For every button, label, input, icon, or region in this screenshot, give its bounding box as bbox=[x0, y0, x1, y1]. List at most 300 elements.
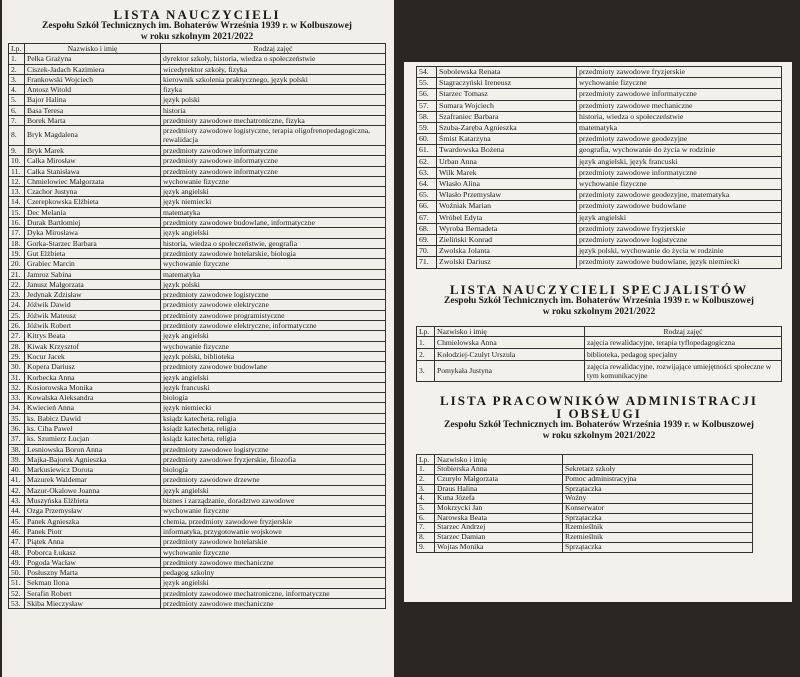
row-number: 6. bbox=[417, 513, 435, 523]
table-row bbox=[9, 321, 386, 331]
person-name: Jóźwik Dawid bbox=[25, 300, 161, 310]
row-number: 6. bbox=[9, 105, 25, 115]
person-name: Stagraczyński Ireneusz bbox=[437, 78, 577, 89]
table-row bbox=[9, 485, 386, 495]
table-row bbox=[9, 557, 386, 567]
table-row bbox=[9, 64, 386, 74]
role-description: wychowanie fizyczne bbox=[577, 78, 782, 89]
table-row bbox=[9, 197, 386, 207]
person-name: Sekman Ilona bbox=[25, 578, 161, 588]
row-number: 47. bbox=[9, 537, 25, 547]
role-description: wychowanie fizyczne bbox=[161, 259, 386, 269]
table-row bbox=[9, 238, 386, 248]
role-description: matematyka bbox=[577, 123, 782, 134]
person-name: Mazurek Waldemar bbox=[25, 475, 161, 485]
row-number: 27. bbox=[9, 331, 25, 341]
specialists-header-subject: Rodzaj zajęć bbox=[585, 326, 782, 336]
row-number: 17. bbox=[9, 228, 25, 238]
row-number: 61. bbox=[417, 145, 437, 156]
row-number: 1. bbox=[417, 336, 435, 348]
table-row bbox=[9, 496, 386, 506]
role-description: przedmioty zawodowe fryzjerskie, filozofia bbox=[161, 454, 386, 464]
role-description: przedmioty zawodowe budowlane, język niemiecki bbox=[577, 257, 782, 268]
row-number: 19. bbox=[9, 248, 25, 258]
person-name: Jóźwik Robert bbox=[25, 321, 161, 331]
row-number: 1. bbox=[417, 465, 435, 475]
row-number: 70. bbox=[417, 246, 437, 257]
person-name: Skiba Mieczysław bbox=[25, 599, 161, 609]
person-name: Korbecka Anna bbox=[25, 372, 161, 382]
row-number: 30. bbox=[9, 362, 25, 372]
row-number: 42. bbox=[9, 485, 25, 495]
row-number: 8. bbox=[9, 126, 25, 146]
person-name: Wyroba Bernadeta bbox=[437, 223, 577, 234]
admin-title: LISTA PRACOWNIKÓW ADMINISTRACJI bbox=[440, 392, 758, 408]
person-name: Czuryło Małgorzata bbox=[435, 474, 563, 484]
table-row bbox=[9, 54, 386, 64]
person-name: Poborca Łukasz bbox=[25, 547, 161, 557]
row-number: 69. bbox=[417, 235, 437, 246]
person-name: Kwiecień Anna bbox=[25, 403, 161, 413]
row-number: 50. bbox=[9, 568, 25, 578]
row-number: 26. bbox=[9, 321, 25, 331]
person-name: Wojtas Monika bbox=[435, 542, 563, 552]
row-number: 68. bbox=[417, 223, 437, 234]
table-row bbox=[417, 360, 782, 381]
role-description: przedmioty zawodowe informatyczne bbox=[161, 145, 386, 155]
person-name: Posłuszny Marta bbox=[25, 568, 161, 578]
role-description: język polski bbox=[161, 279, 386, 289]
role-description: język angielski bbox=[161, 228, 386, 238]
table-row bbox=[417, 190, 782, 201]
table-row bbox=[9, 362, 386, 372]
header-subject: Rodzaj zajęć bbox=[161, 44, 386, 54]
role-description: przedmioty zawodowe informatyczne bbox=[577, 89, 782, 100]
role-description: matematyka bbox=[161, 207, 386, 217]
role-description: wychowanie fizyczne bbox=[161, 341, 386, 351]
person-name: Chmielowska Anna bbox=[435, 336, 585, 348]
table-row bbox=[9, 310, 386, 320]
person-name: Sobolewska Renata bbox=[437, 67, 577, 78]
table-row bbox=[9, 145, 386, 155]
role-description: przedmioty zawodowe budowlane, informatyczne bbox=[161, 218, 386, 228]
person-name: Dec Melania bbox=[25, 207, 161, 217]
row-number: 65. bbox=[417, 190, 437, 201]
person-name: Dyka Mirosława bbox=[25, 228, 161, 238]
row-number: 60. bbox=[417, 134, 437, 145]
role-description: przedmioty zawodowe fryzjerskie bbox=[577, 67, 782, 78]
table-row bbox=[9, 341, 386, 351]
row-number: 21. bbox=[9, 269, 25, 279]
table-row bbox=[417, 336, 782, 348]
table-row bbox=[9, 444, 386, 454]
row-number: 7. bbox=[417, 523, 435, 533]
table-row bbox=[9, 516, 386, 526]
row-number: 2. bbox=[417, 348, 435, 360]
row-number: 55. bbox=[417, 78, 437, 89]
person-name: Szuba-Zaręba Agnieszka bbox=[437, 123, 577, 134]
table-row bbox=[9, 578, 386, 588]
person-name: Muszyńska Elżbieta bbox=[25, 496, 161, 506]
person-name: Frankowski Wojciech bbox=[25, 74, 161, 84]
table-row bbox=[417, 533, 753, 543]
table-row bbox=[9, 393, 386, 403]
person-name: Janusz Małgorzata bbox=[25, 279, 161, 289]
person-name: Woźniak Marian bbox=[437, 201, 577, 212]
admin-body bbox=[417, 465, 753, 552]
table-row bbox=[417, 179, 782, 190]
row-number: 59. bbox=[417, 123, 437, 134]
role-description: biblioteka, pedagog specjalny bbox=[585, 348, 782, 360]
row-number: 44. bbox=[9, 506, 25, 516]
role-description: przedmioty zawodowe elektryczne bbox=[161, 300, 386, 310]
table-row bbox=[9, 85, 386, 95]
table-row bbox=[9, 465, 386, 475]
table-row bbox=[9, 176, 386, 186]
role-description: język angielski, język francuski bbox=[577, 156, 782, 167]
role-description: Sprzątaczka bbox=[563, 513, 753, 523]
role-description: biologia bbox=[161, 465, 386, 475]
row-number: 10. bbox=[9, 156, 25, 166]
row-number: 11. bbox=[9, 166, 25, 176]
role-description: wychowanie fizyczne bbox=[161, 547, 386, 557]
table-row bbox=[417, 167, 782, 178]
role-description: Sprzątaczka bbox=[563, 542, 753, 552]
person-name: ks. Babicz Dawid bbox=[25, 413, 161, 423]
table-row bbox=[9, 218, 386, 228]
header-lp: Lp. bbox=[9, 44, 25, 54]
row-number: 32. bbox=[9, 382, 25, 392]
row-number: 28. bbox=[9, 341, 25, 351]
person-name: Draus Halina bbox=[435, 484, 563, 494]
row-number: 58. bbox=[417, 111, 437, 122]
row-number: 18. bbox=[9, 238, 25, 248]
table-row bbox=[417, 201, 782, 212]
admin-title-line2: I OBSŁUGI bbox=[556, 405, 642, 421]
role-description: język angielski bbox=[161, 187, 386, 197]
person-name: Czerepkowska Elżbieta bbox=[25, 197, 161, 207]
admin-school: Zespołu Szkół Technicznych im. Bohaterów Września 1939 r. w Kolbuszowej bbox=[444, 419, 754, 430]
table-row bbox=[417, 67, 782, 78]
role-description: przedmioty zawodowe mechaniczne bbox=[161, 557, 386, 567]
person-name: Kosiorowska Monika bbox=[25, 382, 161, 392]
person-name: Serafin Robert bbox=[25, 588, 161, 598]
role-description: język polski, wychowanie do życia w rodzinie bbox=[577, 246, 782, 257]
person-name: Lesniowska Boron Anna bbox=[25, 444, 161, 454]
role-description: przedmioty zawodowe logistyczne bbox=[577, 235, 782, 246]
row-number: 40. bbox=[9, 465, 25, 475]
table-row bbox=[9, 187, 386, 197]
person-name: Całka Stanisława bbox=[25, 166, 161, 176]
row-number: 4. bbox=[9, 85, 25, 95]
row-number: 43. bbox=[9, 496, 25, 506]
row-number: 13. bbox=[9, 187, 25, 197]
row-number: 4. bbox=[417, 494, 435, 504]
person-name: Sumara Wojciech bbox=[437, 100, 577, 111]
role-description: biznes i zarządzanie, doradztwo zawodowe bbox=[161, 496, 386, 506]
person-name: Czachor Justyna bbox=[25, 187, 161, 197]
role-description: język francuski bbox=[161, 382, 386, 392]
table-row bbox=[9, 269, 386, 279]
table-row bbox=[417, 246, 782, 257]
person-name: Bryk Marek bbox=[25, 145, 161, 155]
table-row bbox=[9, 423, 386, 433]
person-name: Pomykała Justyna bbox=[435, 360, 585, 381]
table-row bbox=[417, 123, 782, 134]
person-name: Antosz Witold bbox=[25, 85, 161, 95]
table-row bbox=[417, 111, 782, 122]
table-row bbox=[417, 78, 782, 89]
person-name: Pogoda Wacław bbox=[25, 557, 161, 567]
role-description: przedmioty zawodowe elektryczne, informatyczne bbox=[161, 321, 386, 331]
person-name: Bryk Magdalena bbox=[25, 126, 161, 146]
role-description: zajęcia rewalidacyjne, terapia tyflopedagogiczna bbox=[585, 336, 782, 348]
row-number: 48. bbox=[9, 547, 25, 557]
row-number: 57. bbox=[417, 100, 437, 111]
row-number: 3. bbox=[417, 484, 435, 494]
person-name: Panek Agnieszka bbox=[25, 516, 161, 526]
table-row bbox=[9, 126, 386, 146]
admin-year: w roku szkolnym 2021/2022 bbox=[542, 430, 656, 441]
role-description: chemia, przedmioty zawodowe fryzjerskie bbox=[161, 516, 386, 526]
role-description: historia, wiedza o społeczeństwie, geografia bbox=[161, 238, 386, 248]
role-description: Rzemieślnik bbox=[563, 523, 753, 533]
table-row bbox=[9, 382, 386, 392]
table-row bbox=[417, 134, 782, 145]
role-description: Konserwator bbox=[563, 504, 753, 514]
specialists-header-lp: Lp. bbox=[417, 326, 435, 336]
role-description: język angielski bbox=[161, 485, 386, 495]
person-name: Majka-Bajorek Agnieszka bbox=[25, 454, 161, 464]
row-number: 53. bbox=[9, 599, 25, 609]
role-description: przedmioty zawodowe geodezyjne, matematyka bbox=[577, 190, 782, 201]
row-number: 38. bbox=[9, 444, 25, 454]
admin-header-lp: Lp. bbox=[417, 454, 435, 464]
person-name: Urban Anna bbox=[437, 156, 577, 167]
person-name: Starzec Tomasz bbox=[437, 89, 577, 100]
role-description: przedmioty zawodowe logistyczne bbox=[161, 290, 386, 300]
person-name: Własło Alina bbox=[437, 179, 577, 190]
table-row bbox=[9, 228, 386, 238]
person-name: Jedynak Zdzisław bbox=[25, 290, 161, 300]
row-number: 9. bbox=[417, 542, 435, 552]
table-row bbox=[9, 259, 386, 269]
row-number: 41. bbox=[9, 475, 25, 485]
table-row bbox=[9, 537, 386, 547]
person-name: ks. Ciba Paweł bbox=[25, 423, 161, 433]
row-number: 23. bbox=[9, 290, 25, 300]
table-row bbox=[417, 212, 782, 223]
row-number: 34. bbox=[9, 403, 25, 413]
person-name: Zieliński Konrad bbox=[437, 235, 577, 246]
table-row bbox=[417, 235, 782, 246]
role-description: historia, wiedza o społeczeństwie bbox=[577, 111, 782, 122]
table-row bbox=[417, 465, 753, 475]
role-description: przedmioty zawodowe informatyczne bbox=[577, 167, 782, 178]
role-description: przedmioty zawodowe drzewne bbox=[161, 475, 386, 485]
teachers-table bbox=[8, 43, 386, 609]
table-row bbox=[417, 223, 782, 234]
admin-header-row bbox=[417, 454, 753, 464]
person-name: Durak Bartłomiej bbox=[25, 218, 161, 228]
row-number: 62. bbox=[417, 156, 437, 167]
role-description: język niemiecki bbox=[161, 403, 386, 413]
role-description: wicedyrektor szkoły, fizyka bbox=[161, 64, 386, 74]
role-description: język angielski bbox=[577, 212, 782, 223]
person-name: Śmist Katarzyna bbox=[437, 134, 577, 145]
row-number: 35. bbox=[9, 413, 25, 423]
role-description: język polski, biblioteka bbox=[161, 351, 386, 361]
admin-header-name: Nazwisko i imię bbox=[435, 454, 563, 464]
table-row bbox=[9, 568, 386, 578]
table-row bbox=[417, 257, 782, 268]
person-name: Kopera Dariusz bbox=[25, 362, 161, 372]
person-name: ks. Szumierz Łucjan bbox=[25, 434, 161, 444]
person-name: Bajor Halina bbox=[25, 95, 161, 105]
person-name: Gut Elżbieta bbox=[25, 248, 161, 258]
table-row bbox=[9, 207, 386, 217]
teachers-header-row bbox=[9, 44, 386, 54]
person-name: Zwolski Dariusz bbox=[437, 257, 577, 268]
person-name: Wilk Marek bbox=[437, 167, 577, 178]
row-number: 39. bbox=[9, 454, 25, 464]
role-description: przedmioty zawodowe hotelarskie, biologia bbox=[161, 248, 386, 258]
role-description: język polski bbox=[161, 95, 386, 105]
row-number: 51. bbox=[9, 578, 25, 588]
table-row bbox=[9, 547, 386, 557]
specialists-body bbox=[417, 336, 782, 381]
person-name: Własło Przemysław bbox=[437, 190, 577, 201]
role-description: język angielski bbox=[161, 578, 386, 588]
person-name: Markusiewicz Dorota bbox=[25, 465, 161, 475]
role-description: język niemiecki bbox=[161, 197, 386, 207]
role-description: przedmioty zawodowe geodezyjne bbox=[577, 134, 782, 145]
table-row bbox=[9, 403, 386, 413]
table-row bbox=[9, 351, 386, 361]
table-row bbox=[417, 523, 753, 533]
role-description: przedmioty zawodowe fryzjerskie bbox=[577, 223, 782, 234]
specialists-school: Zespołu Szkół Technicznych im. Bohaterów Września 1939 r. w Kolbuszowej bbox=[444, 295, 754, 306]
table-row bbox=[9, 599, 386, 609]
row-number: 37. bbox=[9, 434, 25, 444]
header-name: Nazwisko i imię bbox=[25, 44, 161, 54]
row-number: 52. bbox=[9, 588, 25, 598]
row-number: 16. bbox=[9, 218, 25, 228]
person-name: Basa Teresa bbox=[25, 105, 161, 115]
table-row bbox=[417, 513, 753, 523]
role-description: ksiądz katecheta, religia bbox=[161, 413, 386, 423]
table-row bbox=[9, 95, 386, 105]
person-name: Ozga Przemysław bbox=[25, 506, 161, 516]
person-name: Panek Piotr bbox=[25, 526, 161, 536]
role-description: przedmioty zawodowe mechaniczne bbox=[161, 599, 386, 609]
table-row bbox=[9, 166, 386, 176]
role-description: historia bbox=[161, 105, 386, 115]
person-name: Stobierska Anna bbox=[435, 465, 563, 475]
row-number: 46. bbox=[9, 526, 25, 536]
teachers-body bbox=[9, 54, 386, 609]
table-row bbox=[9, 434, 386, 444]
specialists-table bbox=[416, 326, 782, 382]
row-number: 15. bbox=[9, 207, 25, 217]
role-description: język angielski bbox=[161, 331, 386, 341]
teachers-table-continued bbox=[416, 66, 782, 269]
person-name: Narowska Beata bbox=[435, 513, 563, 523]
role-description: ksiądz katecheta, religia bbox=[161, 434, 386, 444]
role-description: kierownik szkolenia praktycznego, język polski bbox=[161, 74, 386, 84]
role-description: przedmioty zawodowe mechaniczne bbox=[577, 100, 782, 111]
specialists-year: w roku szkolnym 2021/2022 bbox=[542, 306, 656, 317]
role-description: geografia, wychowanie do życia w rodzinie bbox=[577, 145, 782, 156]
left-page bbox=[2, 0, 394, 677]
row-number: 54. bbox=[417, 67, 437, 78]
row-number: 8. bbox=[417, 533, 435, 543]
person-name: Kuna Józefa bbox=[435, 494, 563, 504]
person-name: Twardowska Bożena bbox=[437, 145, 577, 156]
role-description: wychowanie fizyczne bbox=[161, 506, 386, 516]
role-description: przedmioty zawodowe hotelarskie bbox=[161, 537, 386, 547]
person-name: Mokrzycki Jan bbox=[435, 504, 563, 514]
specialists-header-row bbox=[417, 326, 782, 336]
table-row bbox=[417, 474, 753, 484]
role-description: dyrektor szkoły, historia, wiedza o społeczeństwie bbox=[161, 54, 386, 64]
person-name: Borek Marta bbox=[25, 116, 161, 126]
table-row bbox=[9, 413, 386, 423]
specialists-header-name: Nazwisko i imię bbox=[435, 326, 585, 336]
role-description: Rzemieślnik bbox=[563, 533, 753, 543]
person-name: Jóźwik Mateusz bbox=[25, 310, 161, 320]
role-description: przedmioty zawodowe budowlane bbox=[161, 362, 386, 372]
person-name: Grabiec Marcin bbox=[25, 259, 161, 269]
role-description: ksiądz katecheta, religia bbox=[161, 423, 386, 433]
row-number: 2. bbox=[417, 474, 435, 484]
person-name: Gorka-Starzec Barbara bbox=[25, 238, 161, 248]
role-description: fizyka bbox=[161, 85, 386, 95]
row-number: 1. bbox=[9, 54, 25, 64]
person-name: Pełka Grażyna bbox=[25, 54, 161, 64]
role-description: przedmioty zawodowe informatyczne bbox=[161, 166, 386, 176]
person-name: Starzec Andrzej bbox=[435, 523, 563, 533]
table-row bbox=[9, 279, 386, 289]
table-row bbox=[9, 454, 386, 464]
role-description: Pomoc administracyjna bbox=[563, 474, 753, 484]
specialists-title: LISTA NAUCZYCIELI SPECJALISTÓW bbox=[449, 281, 749, 297]
person-name: Kowalska Aleksandra bbox=[25, 393, 161, 403]
table-row bbox=[9, 116, 386, 126]
person-name: Ciszek-Jadach Kazimiera bbox=[25, 64, 161, 74]
row-number: 64. bbox=[417, 179, 437, 190]
table-row bbox=[9, 248, 386, 258]
table-row bbox=[9, 588, 386, 598]
table-row bbox=[417, 156, 782, 167]
role-description: przedmioty zawodowe logistyczne bbox=[161, 444, 386, 454]
table-row bbox=[9, 290, 386, 300]
row-number: 3. bbox=[417, 360, 435, 381]
row-number: 7. bbox=[9, 116, 25, 126]
role-description: przedmioty zawodowe mechatroniczne, informatyczne bbox=[161, 588, 386, 598]
role-description: przedmioty zawodowe mechatroniczne, fizyka bbox=[161, 116, 386, 126]
table-row bbox=[417, 89, 782, 100]
role-description: Woźny bbox=[563, 494, 753, 504]
row-number: 36. bbox=[9, 423, 25, 433]
row-number: 29. bbox=[9, 351, 25, 361]
person-name: Starzec Damian bbox=[435, 533, 563, 543]
row-number: 2. bbox=[9, 64, 25, 74]
table-row bbox=[9, 475, 386, 485]
row-number: 14. bbox=[9, 197, 25, 207]
row-number: 33. bbox=[9, 393, 25, 403]
person-name: Piątek Anna bbox=[25, 537, 161, 547]
